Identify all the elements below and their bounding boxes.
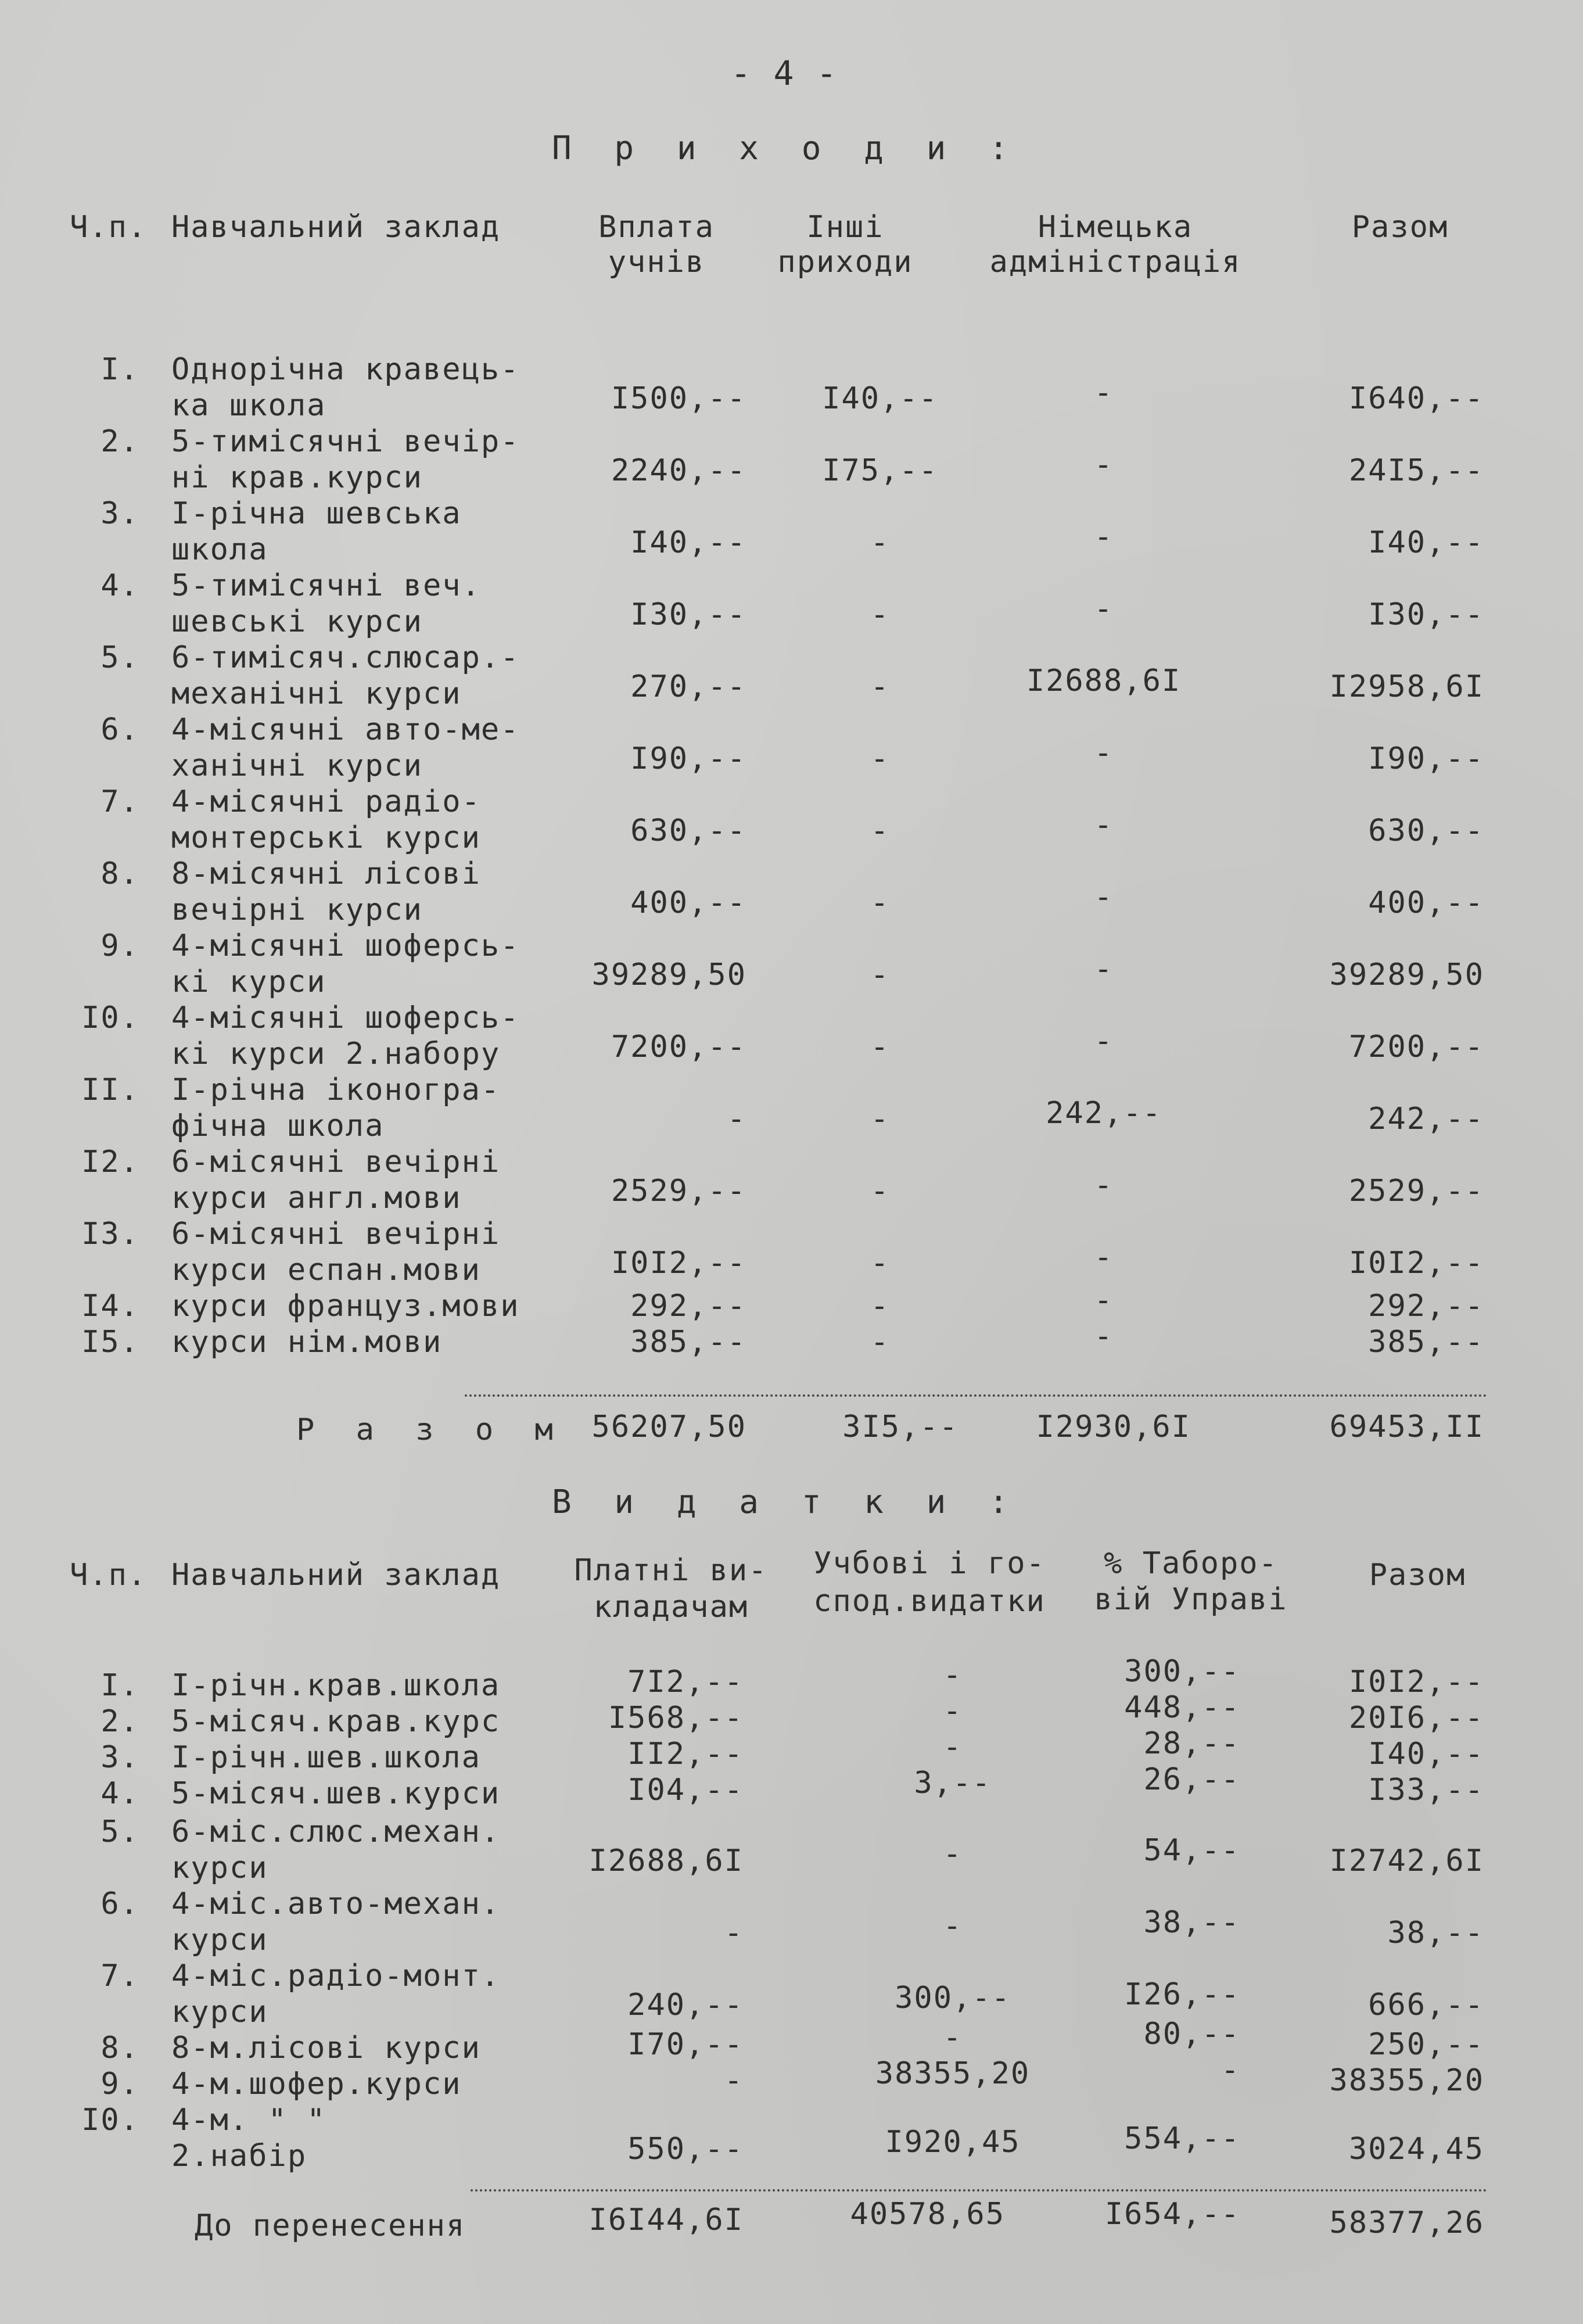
student-payments: I40,--	[630, 525, 746, 560]
income-total-sum: 69453,II	[1329, 1410, 1484, 1444]
row-total: 242,--	[1368, 1102, 1484, 1136]
expenses-total-teacher-pay: I6I44,6I	[588, 2203, 744, 2237]
teacher-pay: I70,--	[627, 2027, 744, 2062]
institution-line1: 6-тимісяч.слюсар.-	[171, 640, 520, 675]
camp-admin-percent: -	[1221, 2053, 1240, 2088]
row-number: I2.	[81, 1145, 139, 1179]
educational-expenses: -	[943, 1909, 963, 1943]
row-total: 292,--	[1368, 1289, 1484, 1324]
row-number: 4.	[100, 568, 139, 603]
income-header-col3-line2: адміністрація	[989, 245, 1241, 279]
row-total: 7200,--	[1348, 1030, 1484, 1064]
row-total: I0I2,--	[1348, 1665, 1484, 1699]
german-admin: -	[1094, 375, 1114, 410]
row-number: 4.	[100, 1776, 139, 1811]
german-admin: -	[1094, 736, 1114, 770]
institution-line1: I-річна шевська	[171, 496, 462, 531]
income-header-col1-line1: Вплата	[598, 210, 715, 245]
row-number: 3.	[100, 1740, 139, 1775]
institution-line1: Однорічна кравець-	[171, 352, 520, 387]
row-number: 2.	[100, 424, 139, 459]
page-number: - 4 -	[730, 53, 838, 93]
row-number: II.	[81, 1073, 139, 1107]
row-total: 2529,--	[1348, 1174, 1484, 1208]
camp-admin-percent: 54,--	[1143, 1833, 1240, 1868]
row-total: 250,--	[1368, 2027, 1484, 2062]
institution-line1: 4-м. " "	[171, 2103, 326, 2137]
expenses-header-total: Разом	[1369, 1558, 1466, 1593]
institution-line1: I-річн.крав.школа	[171, 1668, 501, 1703]
row-total: I2958,6I	[1329, 669, 1484, 704]
teacher-pay: 7I2,--	[627, 1665, 744, 1699]
row-number: 6.	[100, 712, 139, 747]
row-total: I0I2,--	[1348, 1246, 1484, 1281]
institution-line1: 4-м.шофер.курси	[171, 2067, 462, 2101]
row-total: 24I5,--	[1348, 453, 1484, 488]
row-total: 385,--	[1368, 1325, 1484, 1360]
student-payments: -	[727, 1102, 746, 1136]
student-payments: 400,--	[630, 885, 746, 920]
other-income: -	[870, 597, 890, 632]
educational-expenses: I920,45	[885, 2125, 1021, 2160]
student-payments: I30,--	[630, 597, 746, 632]
other-income: -	[870, 1289, 890, 1324]
institution-line2: кі курси 2.набору	[171, 1037, 501, 1071]
student-payments: 292,--	[630, 1289, 746, 1324]
expenses-header-col2-line2: спод.видатки	[813, 1584, 1046, 1619]
other-income: -	[870, 525, 890, 560]
institution-line2: курси	[171, 1850, 268, 1885]
row-number: I3.	[81, 1217, 139, 1251]
income-header-num: Ч.п.	[70, 210, 148, 245]
row-number: 8.	[100, 856, 139, 891]
institution-line1: 5-місяч.крав.курс	[171, 1704, 501, 1739]
student-payments: 2240,--	[611, 453, 746, 488]
german-admin: -	[1094, 1319, 1114, 1354]
teacher-pay: II2,--	[627, 1737, 744, 1771]
educational-expenses: -	[943, 1730, 963, 1764]
other-income: -	[870, 957, 890, 992]
row-number: I0.	[81, 1000, 139, 1035]
other-income: -	[870, 1174, 890, 1208]
german-admin: 242,--	[1046, 1096, 1162, 1131]
row-number: I.	[100, 352, 139, 387]
institution-line1: 4-місячні шоферсь-	[171, 1000, 520, 1035]
institution-line2: курси	[171, 1923, 268, 1957]
institution-line1: 6-місячні вечірні	[171, 1145, 501, 1179]
institution-line2: кі курси	[171, 964, 326, 999]
student-payments: 630,--	[630, 813, 746, 848]
institution-line1: 5-тимісячні вечір-	[171, 424, 520, 459]
educational-expenses: 38355,20	[875, 2056, 1031, 2091]
income-total-student-payments: 56207,50	[591, 1410, 746, 1444]
educational-expenses: -	[943, 1658, 963, 1692]
german-admin: -	[1094, 952, 1114, 987]
camp-admin-percent: 300,--	[1124, 1654, 1240, 1689]
income-header-col1-line2: учнів	[608, 245, 705, 279]
income-header-col3-line1: Німецька	[1038, 210, 1193, 245]
teacher-pay: I568,--	[608, 1701, 744, 1735]
row-total: I2742,6I	[1329, 1844, 1484, 1878]
row-total: I33,--	[1368, 1773, 1484, 1807]
student-payments: 2529,--	[611, 1174, 746, 1208]
teacher-pay: I04,--	[627, 1773, 744, 1807]
institution-line2: ка школа	[171, 388, 326, 423]
row-number: 9.	[100, 2067, 139, 2101]
expenses-total-label: До перенесення	[195, 2208, 466, 2243]
institution-line2: шевські курси	[171, 604, 423, 639]
institution-line1: 4-місячні радіо-	[171, 784, 481, 819]
institution-line1: 4-місячні авто-ме-	[171, 712, 520, 747]
student-payments: 385,--	[630, 1325, 746, 1360]
income-header-col2-line1: Інші	[806, 210, 884, 245]
institution-line1: 6-міс.слюс.механ.	[171, 1814, 501, 1849]
row-total: 38355,20	[1329, 2063, 1484, 2098]
institution-line1: курси нім.мови	[171, 1325, 443, 1360]
german-admin: -	[1094, 519, 1114, 554]
expenses-header-col3-line2: вій Управі	[1094, 1582, 1288, 1617]
row-number: 5.	[100, 1814, 139, 1849]
row-total: I40,--	[1368, 525, 1484, 560]
student-payments: 7200,--	[611, 1030, 746, 1064]
institution-line2: курси	[171, 1995, 268, 2029]
institution-line2: вечірні курси	[171, 892, 423, 927]
row-total: I640,--	[1348, 381, 1484, 416]
expenses-header-num: Ч.п.	[70, 1558, 148, 1593]
expenses-header-col1-line1: Платні ви-	[574, 1553, 768, 1588]
teacher-pay: -	[724, 1916, 744, 1950]
camp-admin-percent: 448,--	[1124, 1690, 1240, 1725]
row-number: I4.	[81, 1289, 139, 1324]
row-number: 7.	[100, 1959, 139, 1993]
expenses-total-camp-admin: I654,--	[1104, 2197, 1240, 2232]
expenses-header-col3-line1: % Таборо-	[1104, 1546, 1278, 1581]
camp-admin-percent: 28,--	[1143, 1726, 1240, 1761]
german-admin: -	[1094, 880, 1114, 914]
german-admin: -	[1094, 1024, 1114, 1059]
german-admin: -	[1094, 808, 1114, 842]
institution-line1: 4-міс.радіо-монт.	[171, 1959, 501, 1993]
row-total: I90,--	[1368, 741, 1484, 776]
institution-line1: 5-місяч.шев.курси	[171, 1776, 501, 1811]
row-number: I.	[100, 1668, 139, 1703]
other-income: -	[870, 1246, 890, 1281]
institution-line2: 2.набір	[171, 2139, 307, 2174]
institution-line2: монтерські курси	[171, 820, 481, 855]
expenses-header-institution: Навчальний заклад	[171, 1558, 501, 1593]
teacher-pay: 550,--	[627, 2132, 744, 2167]
other-income: -	[870, 741, 890, 776]
expenses-total-divider	[471, 2189, 1487, 2192]
row-number: 6.	[100, 1887, 139, 1921]
german-admin: -	[1094, 591, 1114, 626]
institution-line2: школа	[171, 532, 268, 567]
educational-expenses: -	[943, 1837, 963, 1871]
row-total: 400,--	[1368, 885, 1484, 920]
educational-expenses: -	[943, 2020, 963, 2055]
other-income: I75,--	[822, 453, 938, 488]
row-total: 666,--	[1368, 1988, 1484, 2022]
row-total: I30,--	[1368, 597, 1484, 632]
row-number: 8.	[100, 2031, 139, 2065]
institution-line1: 8-м.лісові курси	[171, 2031, 481, 2065]
camp-admin-percent: 38,--	[1143, 1905, 1240, 1940]
teacher-pay: I2688,6I	[588, 1844, 744, 1878]
income-header-total: Разом	[1351, 210, 1449, 245]
other-income: I40,--	[822, 381, 938, 416]
student-payments: 39289,50	[591, 957, 746, 992]
income-header-institution: Навчальний заклад	[171, 210, 501, 245]
other-income: -	[870, 1030, 890, 1064]
institution-line2: механічні курси	[171, 676, 462, 711]
student-payments: I90,--	[630, 741, 746, 776]
student-payments: I500,--	[611, 381, 746, 416]
row-total: 20I6,--	[1348, 1701, 1484, 1735]
row-number: 9.	[100, 928, 139, 963]
income-header-col2-line2: приходи	[777, 245, 913, 279]
institution-line1: 4-місячні шоферсь-	[171, 928, 520, 963]
expenses-header-col1-line2: кладачам	[593, 1590, 749, 1624]
row-total: 630,--	[1368, 813, 1484, 848]
expenses-header-col2-line1: Учбові і го-	[813, 1546, 1046, 1581]
expenses-title: В и д а т к и :	[552, 1483, 1020, 1521]
student-payments: I0I2,--	[611, 1246, 746, 1281]
german-admin: -	[1094, 1168, 1114, 1203]
institution-line2: курси англ.мови	[171, 1181, 462, 1215]
row-total: 38,--	[1387, 1916, 1484, 1950]
row-number: 2.	[100, 1704, 139, 1739]
german-admin: I2688,6I	[1026, 664, 1182, 698]
educational-expenses: 3,--	[914, 1766, 992, 1801]
expenses-total-sum: 58377,26	[1329, 2205, 1484, 2240]
institution-line1: 4-міс.авто-механ.	[171, 1887, 501, 1921]
row-number: I5.	[81, 1325, 139, 1360]
other-income: -	[870, 1325, 890, 1360]
income-total-label: Р а з о м	[296, 1412, 565, 1447]
camp-admin-percent: 554,--	[1124, 2121, 1240, 2156]
camp-admin-percent: 26,--	[1143, 1762, 1240, 1797]
german-admin: -	[1094, 447, 1114, 482]
teacher-pay: 240,--	[627, 1988, 744, 2022]
row-number: 7.	[100, 784, 139, 819]
institution-line2: ні крав.курси	[171, 460, 423, 495]
student-payments: 270,--	[630, 669, 746, 704]
institution-line1: 6-місячні вечірні	[171, 1217, 501, 1251]
institution-line1: I-річн.шев.школа	[171, 1740, 481, 1775]
row-number: 3.	[100, 496, 139, 531]
german-admin: -	[1094, 1283, 1114, 1318]
income-title: П р и х о д и :	[552, 130, 1020, 167]
expenses-total-educational: 40578,65	[850, 2197, 1005, 2232]
income-total-german-admin: I2930,6I	[1036, 1410, 1191, 1444]
educational-expenses: -	[943, 1694, 963, 1728]
institution-line1: 8-місячні лісові	[171, 856, 481, 891]
row-total: 3024,45	[1348, 2132, 1484, 2167]
camp-admin-percent: I26,--	[1124, 1977, 1240, 2012]
row-total: 39289,50	[1329, 957, 1484, 992]
institution-line2: курси еспан.мови	[171, 1253, 481, 1287]
row-number: 5.	[100, 640, 139, 675]
other-income: -	[870, 669, 890, 704]
camp-admin-percent: 80,--	[1143, 2017, 1240, 2052]
row-total: I40,--	[1368, 1737, 1484, 1771]
income-total-divider	[465, 1394, 1487, 1397]
educational-expenses: 300,--	[895, 1981, 1011, 2015]
other-income: -	[870, 1102, 890, 1136]
german-admin: -	[1094, 1240, 1114, 1275]
row-number: I0.	[81, 2103, 139, 2137]
institution-line2: ханічні курси	[171, 748, 423, 783]
income-total-other: 3I5,--	[842, 1410, 959, 1444]
teacher-pay: -	[724, 2063, 744, 2098]
institution-line2: фічна школа	[171, 1109, 385, 1143]
other-income: -	[870, 813, 890, 848]
institution-line1: 5-тимісячні веч.	[171, 568, 481, 603]
other-income: -	[870, 885, 890, 920]
institution-line1: I-річна іконогра-	[171, 1073, 501, 1107]
institution-line1: курси француз.мови	[171, 1289, 520, 1324]
